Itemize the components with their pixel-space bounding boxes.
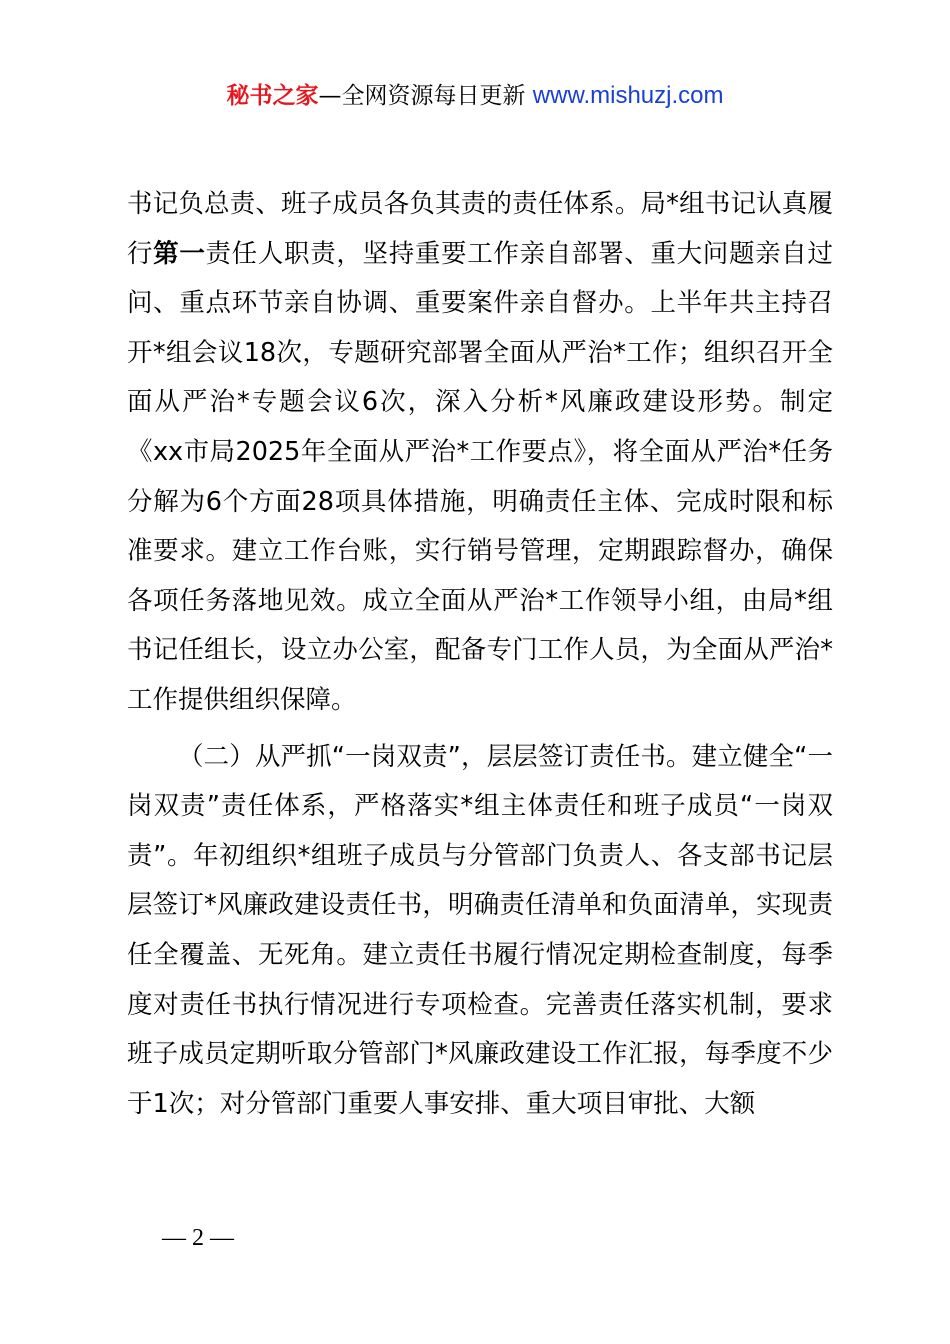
- paragraph-2: （二）从严抓“一岗双责”，层层签订责任书。建立健全“一岗双责”责任体系，严格落实*组主体责任和班子成员“一岗双责”。年初组织*组班子成员与分管部门负责人、各支部书记层层签订*风廉政建设责任书，明确责任清单和负面清单，实现责任全覆盖、无死角。建立责任书履行情况定期检查制度，每季度对责任书执行情况进行专项检查。完善责任落实机制，要求班子成员定期听取分管部门*风廉政建设工作汇报，每季度不少于1次；对分管部门重要人事安排、重大项目审批、大额: [127, 741, 833, 1119]
- site-url[interactable]: www.mishuzj.com: [532, 82, 724, 109]
- document-body: [127, 180, 833, 1129]
- site-header: [0, 78, 950, 114]
- paragraph-1-bold-text: 第一: [153, 238, 206, 269]
- paragraph-1: [127, 180, 833, 726]
- paragraph-1-text-a: 书记负总责、班子成员各负其责的责任体系。局*组书记认真履行: [127, 189, 833, 269]
- paragraph-1-text-b: 责任人职责，坚持重要工作亲自部署、重大问题亲自过问、重点环节亲自协调、重要案件亲自督办。上半年共主持召开*组会议18次，专题研究部署全面从严治*工作；组织召开全面从严治*专题会议6次，深入分析*风廉政建设形势。制定《xx市局2025年全面从严治*工作要点》，将全面从严治*任务分解为6个方面28项具体措施，明确责任主体、完成时限和标准要求。建立工作台账，实行销号管理，定期跟踪督办，确保各项任务落地见效。成立全面从严治*工作领导小组，由局*组书记任组长，设立办公室，配备专门工作人员，为全面从严治*工作提供组织保障。: [127, 238, 833, 715]
- site-brand: 秘书之家: [226, 83, 319, 109]
- page-number: — 2 —: [162, 1225, 234, 1251]
- site-tagline: —全网资源每日更新: [318, 83, 526, 109]
